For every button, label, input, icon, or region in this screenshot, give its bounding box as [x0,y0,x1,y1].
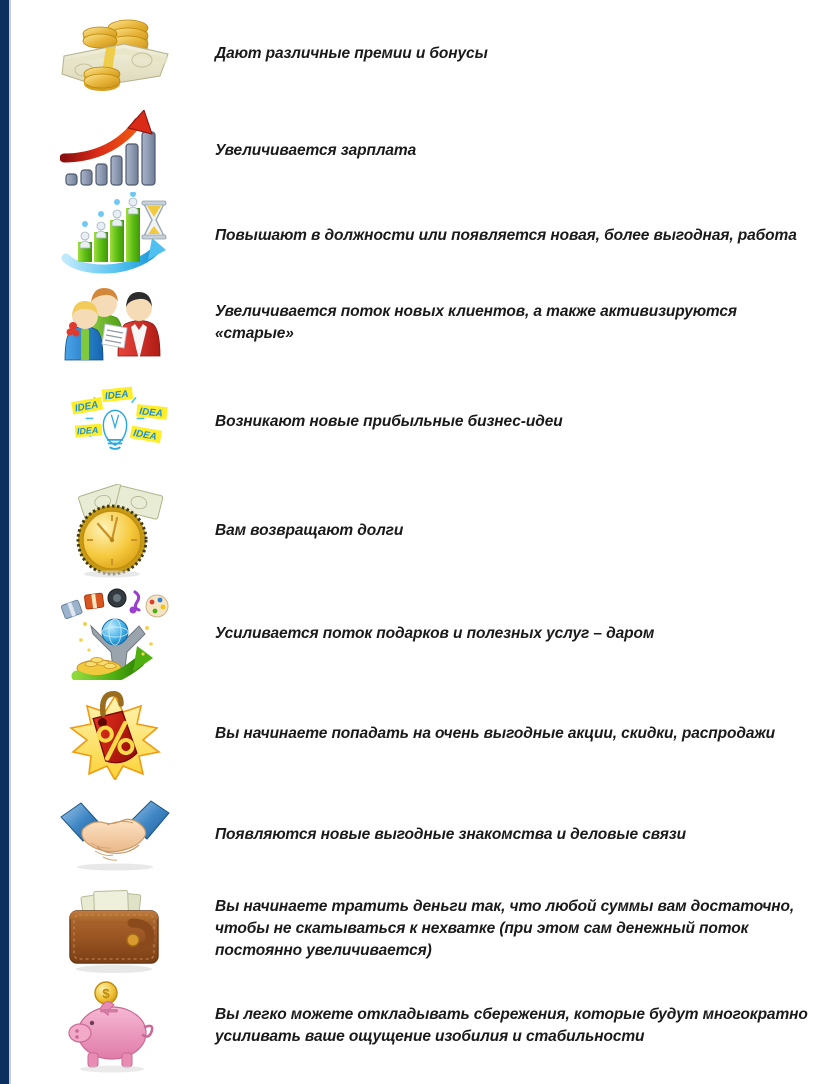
discount-price-tag-icon [55,688,175,780]
svg-text:IDEA: IDEA [104,388,129,403]
benefit-text: Увеличивается поток новых клиентов, а также активизируются «старые» [215,303,737,342]
gifts-flow-arrow-icon [55,588,175,680]
svg-text:IDEA: IDEA [74,399,100,415]
benefit-text: Вы начинаете тратить деньги так, что любой суммы вам достаточно, чтобы не скатываться к нехватке (при этом сам денежный поток постоянно увеличивается) [215,898,795,959]
benefit-text: Появляются новые выгодные знакомства и деловые связи [215,826,686,843]
list-item [11,277,831,369]
list-item [11,376,831,468]
list-item [11,790,831,880]
wallet-money-icon [55,883,175,975]
benefit-text: Вы легко можете откладывать сбережения, которые будут многократно усиливать ваше ощущение изобилия и стабильности [215,1006,808,1045]
benefit-text: Вы начинаете попадать на очень выгодные акции, скидки, распродажи [215,725,776,742]
growth-bar-chart-arrow-icon [55,105,175,197]
svg-text:$: $ [102,986,110,1001]
svg-text:IDEA: IDEA [138,406,164,420]
piggy-bank-coin-icon [55,980,175,1072]
benefit-text: Возникают новые прибыльные бизнес-идеи [215,413,563,430]
svg-text:IDEA: IDEA [76,424,99,437]
left-accent-bar [0,0,9,1084]
handshake-icon [55,789,175,881]
list-item [11,8,831,100]
clock-banknotes-icon [55,485,175,577]
list-item [11,978,831,1074]
list-item [11,687,831,781]
list-item [11,190,831,282]
benefit-text: Повышают в должности или появляется новая, более выгодная, работа [215,227,797,244]
list-item [11,880,831,978]
benefit-text: Увеличивается зарплата [215,142,417,159]
list-item [11,105,831,197]
benefit-list [11,0,831,1084]
benefit-text: Дают различные премии и бонусы [215,45,488,62]
clients-people-group-icon [55,277,175,369]
list-item [11,586,831,682]
benefit-text: Усиливается поток подарков и полезных услуг – даром [215,625,655,642]
list-item [11,482,831,580]
idea-lightbulb-icon [55,376,175,468]
benefit-text: Вам возвращают долги [215,522,404,539]
career-promotion-chart-icon [55,190,175,282]
money-stack-coins-icon [55,8,175,100]
svg-text:IDEA: IDEA [132,427,158,443]
